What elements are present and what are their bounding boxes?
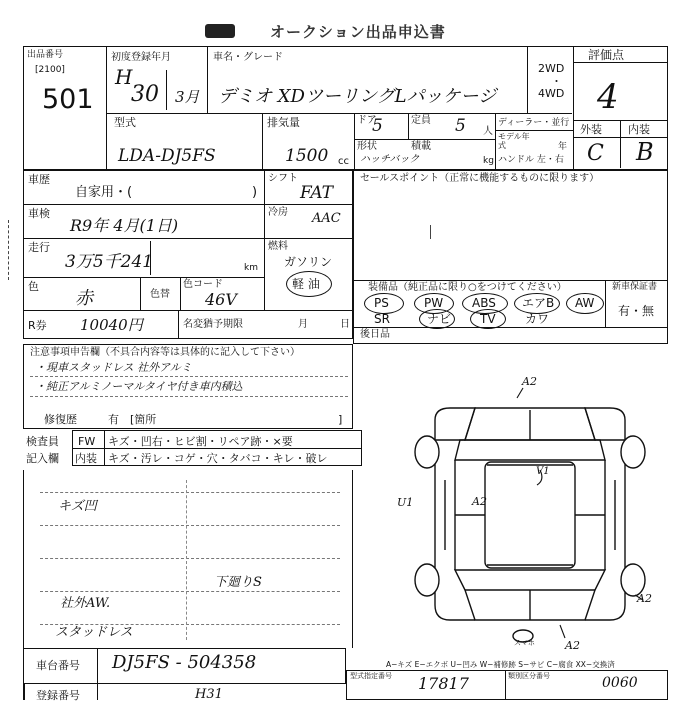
inspector-row2-items: キズ・汚レ・コゲ・穴・タバコ・キレ・破レ <box>108 452 328 465</box>
memo-area <box>23 470 353 648</box>
inspector-row2-sub: 内装 <box>75 452 97 465</box>
notes-label: 注意事項申告欄（不具合内容等は具体的に記入して下さい） <box>30 347 300 358</box>
circle-airbag <box>514 293 560 314</box>
repair-close: ] <box>338 413 343 426</box>
memo-line4: スタッドレス <box>55 625 133 640</box>
equip-ps: PS <box>374 296 389 310</box>
mileage-label: 走行 <box>28 241 50 254</box>
first-reg-year: 30 <box>131 82 159 107</box>
load-unit: kg <box>483 156 494 166</box>
capacity-label: 定員 <box>411 115 431 126</box>
equip-abs: ABS <box>472 296 496 310</box>
color-label: 色 <box>28 280 39 293</box>
first-reg-label: 初度登録年月 <box>111 52 171 63</box>
vehicle-name-value: デミオ XDツーリングLパッケージ <box>218 86 497 107</box>
equipment-label: 装備品（純正品に限り○をつけてください） <box>368 282 567 293</box>
displacement-unit: cc <box>338 156 349 167</box>
lot-sub: [2100] <box>35 65 65 75</box>
equip-navi: ナビ <box>427 312 452 326</box>
score-label: 評価点 <box>588 48 625 62</box>
shift-value: FAT <box>300 183 334 203</box>
color-value: 赤 <box>75 288 93 309</box>
exterior-value: C <box>587 141 604 166</box>
mileage-boxes <box>150 241 241 275</box>
interior-value: B <box>636 138 654 166</box>
designation-label: 型式指定番号 <box>350 672 392 680</box>
exterior-label: 外装 <box>580 123 602 136</box>
equip-tv: TV <box>480 312 496 326</box>
circle-ps <box>364 293 404 314</box>
fuel-label: 燃料 <box>268 241 288 252</box>
memo-line1: キズ凹 <box>58 499 97 514</box>
displacement-label: 排気量 <box>267 116 300 129</box>
equip-leather: カワ <box>525 312 550 326</box>
name-change-label: 名変猶予期限 <box>183 319 243 330</box>
category-label: 類別区分番号 <box>508 672 550 680</box>
after-market-label: 後日品 <box>360 329 390 340</box>
notes-line1: ・現車スタッドレス 社外アルミ <box>35 361 192 374</box>
inspector-row2-label: 記入欄 <box>26 452 59 465</box>
warranty-value: 有・無 <box>618 304 655 318</box>
diagram-mark-rear: A2 <box>565 639 580 652</box>
fuel-diesel: 軽 油 <box>292 277 320 291</box>
displacement-value: 1500 <box>285 146 329 166</box>
capacity-value: 5 <box>455 116 466 136</box>
color-code-value: 46V <box>205 290 237 309</box>
diagram-mark-right-rear: A2 <box>637 592 652 605</box>
doors-value: 5 <box>372 116 383 136</box>
first-reg-era: H <box>115 65 133 89</box>
usage-value: 自家用・( <box>75 185 133 200</box>
load-label: 積載 <box>411 141 431 152</box>
color-change-label: 色替 <box>150 289 170 300</box>
repair-value: 有 [箇所 <box>108 413 157 426</box>
footer-bottom-line <box>23 684 25 700</box>
reg-value: H31 <box>195 687 223 702</box>
inspector-row1-label: 検査員 <box>26 435 59 448</box>
inspection-label: 車検 <box>28 207 50 220</box>
mileage-value: 3万5千241 <box>65 252 154 272</box>
category-value: 0060 <box>602 675 638 691</box>
usage-label: 車歴 <box>28 173 50 186</box>
logo-mark <box>205 24 235 38</box>
memo-line2: 下廻りS <box>214 575 262 590</box>
dealer-label: ディーラー・並行 <box>498 118 570 128</box>
damage-legend: A−キズ E−エクボ U−凹み W−補修跡 S−サビ C−腐食 XX−交換済 <box>386 660 615 669</box>
form-title: オークション出品申込書 <box>270 23 446 41</box>
r-ticket-value: 10040円 <box>80 316 143 334</box>
usage-close: ) <box>252 185 258 200</box>
notes-line2: ・純正アルミノーマルタイヤ付き車内積込 <box>35 380 243 393</box>
name-change-day: 日 <box>340 319 350 330</box>
designation-value: 17817 <box>418 674 469 693</box>
year-unit: 年 <box>558 142 568 152</box>
circle-navi <box>419 309 455 329</box>
model-year-label: モデル年式 <box>498 132 530 150</box>
equip-sr: SR <box>374 312 390 326</box>
model-value: LDA-DJ5FS <box>118 146 216 166</box>
reg-label: 登録番号 <box>36 689 80 702</box>
lot-number: 501 <box>42 84 94 115</box>
drive-2wd: 2WD <box>538 62 565 75</box>
ac-label: 冷房 <box>268 207 288 218</box>
inspector-row1-sub: FW <box>78 435 96 448</box>
color-code-label: 色コード <box>183 279 223 290</box>
shape-value: ハッチバック <box>360 154 420 165</box>
diagram-front-label: スマホ <box>514 639 535 647</box>
inspection-value: R9年 4月(1日) <box>70 216 179 235</box>
circle-aw <box>566 293 604 314</box>
shift-label: シフト <box>268 173 298 184</box>
equip-airbag: エアB <box>522 296 555 310</box>
lot-label: 出品番号 <box>27 50 64 60</box>
equip-aw: AW <box>575 296 595 310</box>
diagram-mark-front: A2 <box>522 375 537 388</box>
first-reg-month: 3月 <box>175 88 200 106</box>
mileage-unit: km <box>244 263 258 273</box>
doors-label: ドア <box>357 115 377 126</box>
warranty-label: 新車保証書 <box>612 282 658 292</box>
fuel-circle <box>286 271 332 297</box>
car-damage-diagram <box>405 380 655 650</box>
vehicle-name-label: 車名・グレード <box>213 52 283 63</box>
equip-pw: PW <box>424 296 444 310</box>
diagram-mark-center: A2 <box>472 495 487 508</box>
interior-label: 内装 <box>628 123 650 136</box>
drive-4wd: 4WD <box>538 87 565 100</box>
fuel-gasoline: ガソリン <box>284 255 333 269</box>
ac-value: AAC <box>312 211 341 226</box>
inspector-row1-items: キズ・凹右・ヒビ割・リペア跡・×要 <box>108 435 293 448</box>
shape-label: 形状 <box>357 141 377 152</box>
diagram-mark-roof: V1 <box>536 466 550 477</box>
score-value: 4 <box>597 77 619 117</box>
capacity-unit: 人 <box>483 126 493 137</box>
memo-line3: 社外AW. <box>60 596 111 611</box>
repair-label: 修復歴 <box>44 413 77 426</box>
sales-points-area <box>430 225 431 239</box>
circle-tv <box>470 309 506 329</box>
handle-label: ハンドル 左・右 <box>498 155 564 165</box>
sales-points-label: セールスポイント（正常に機能するものに限ります） <box>360 173 600 184</box>
chassis-value: DJ5FS - 504358 <box>112 652 257 673</box>
r-ticket-label: R券 <box>28 319 47 332</box>
chassis-label: 車台番号 <box>36 659 80 672</box>
margin-marks <box>8 220 23 280</box>
name-change-month: 月 <box>298 319 308 330</box>
diagram-mark-left: U1 <box>397 496 414 509</box>
model-label: 型式 <box>114 116 136 129</box>
